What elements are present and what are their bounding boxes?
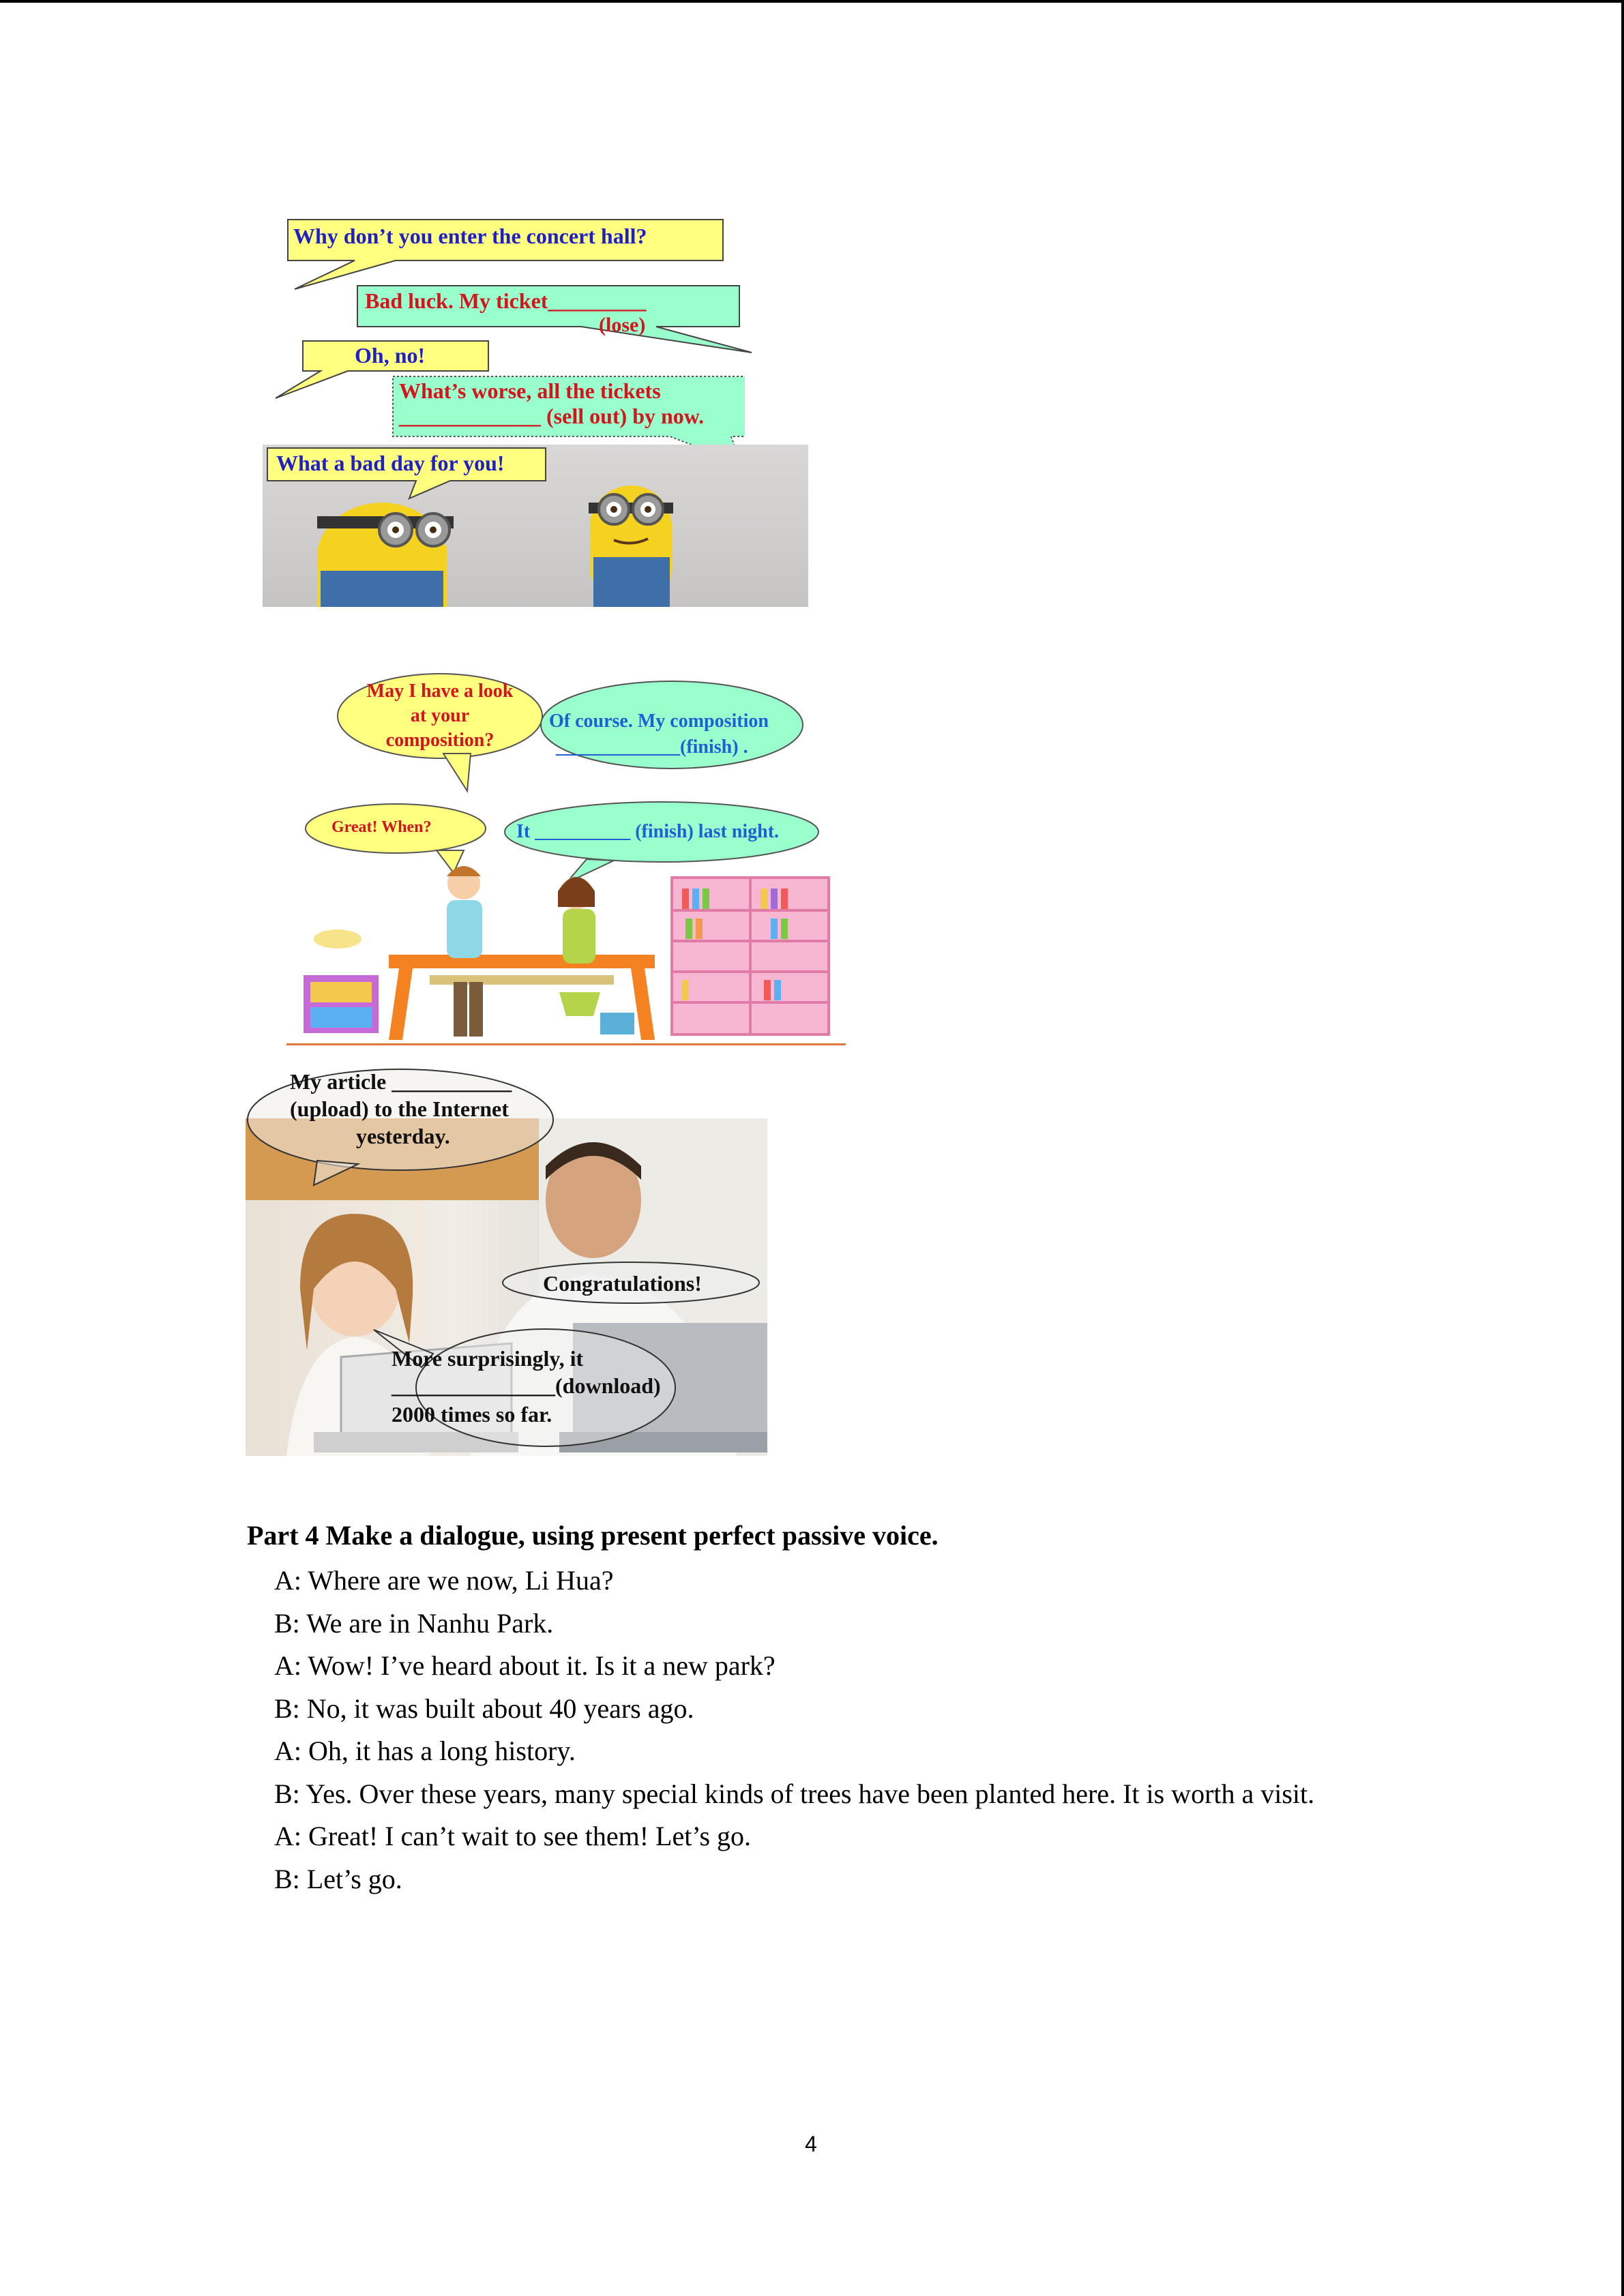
bubble-of-course-line2: _____________(finish) .: [556, 736, 748, 758]
bubble-may-i-line3: composition?: [385, 730, 494, 751]
bubble-article-line3: yesterday.: [356, 1124, 450, 1148]
dialogue-line: B: We are in Nanhu Park.: [274, 1608, 554, 1639]
dialogue-line: A: Wow! I’ve heard about it. Is it a new park?: [274, 1650, 776, 1681]
page-border-top: [0, 0, 1624, 3]
bubble-download-line3: 2000 times so far.: [392, 1402, 552, 1427]
part4-heading: Part 4 Make a dialogue, using present perfect passive voice.: [247, 1520, 939, 1551]
bubble-download-line1: More surprisingly, it: [392, 1346, 584, 1371]
bubble-sell-out: _____________ (sell out) by now.: [399, 404, 705, 428]
bubble-article-line1: My article ___________: [290, 1069, 512, 1094]
bubble-article-line2: (upload) to the Internet: [290, 1097, 509, 1121]
page-border-right: [1621, 0, 1624, 2296]
bubble-why-dont-you: Why don’t you enter the concert hall?: [293, 224, 647, 248]
bubble-of-course-line1: Of course. My composition: [549, 711, 769, 732]
dialogue-line: B: No, it was built about 40 years ago.: [274, 1693, 694, 1724]
bubble-bad-luck: Bad luck. My ticket_________: [365, 288, 647, 313]
dialogue-line: B: Let’s go.: [274, 1864, 402, 1894]
bubble-it-finish: It __________ (finish) last night.: [516, 821, 780, 842]
dialogue-line: A: Where are we now, Li Hua?: [274, 1565, 614, 1596]
bubble-lose-hint: (lose): [599, 314, 646, 336]
bubble-may-i-line1: May I have a look: [366, 681, 514, 702]
bubble-download-line2: _______________(download): [392, 1373, 661, 1398]
bubble-oh-no: Oh, no!: [355, 343, 426, 368]
dialogue-line: A: Oh, it has a long history.: [274, 1735, 576, 1766]
page-number: 4: [805, 2132, 817, 2156]
dialogue-line: A: Great! I can’t wait to see them! Let’s go.: [274, 1821, 752, 1851]
bubble-congratulations: Congratulations!: [543, 1271, 702, 1296]
bubble-bad-day: What a bad day for you!: [276, 451, 505, 475]
bubble-may-i-line2: at your: [410, 705, 470, 726]
bubble-whats-worse: What’s worse, all the tickets: [399, 378, 661, 403]
floor-line: [286, 1043, 846, 1045]
bubble-great-when: Great! When?: [331, 818, 432, 836]
dialogue-line: B: Yes. Over these years, many special kinds of trees have been planted here. It is worth a visit.: [274, 1778, 1315, 1809]
